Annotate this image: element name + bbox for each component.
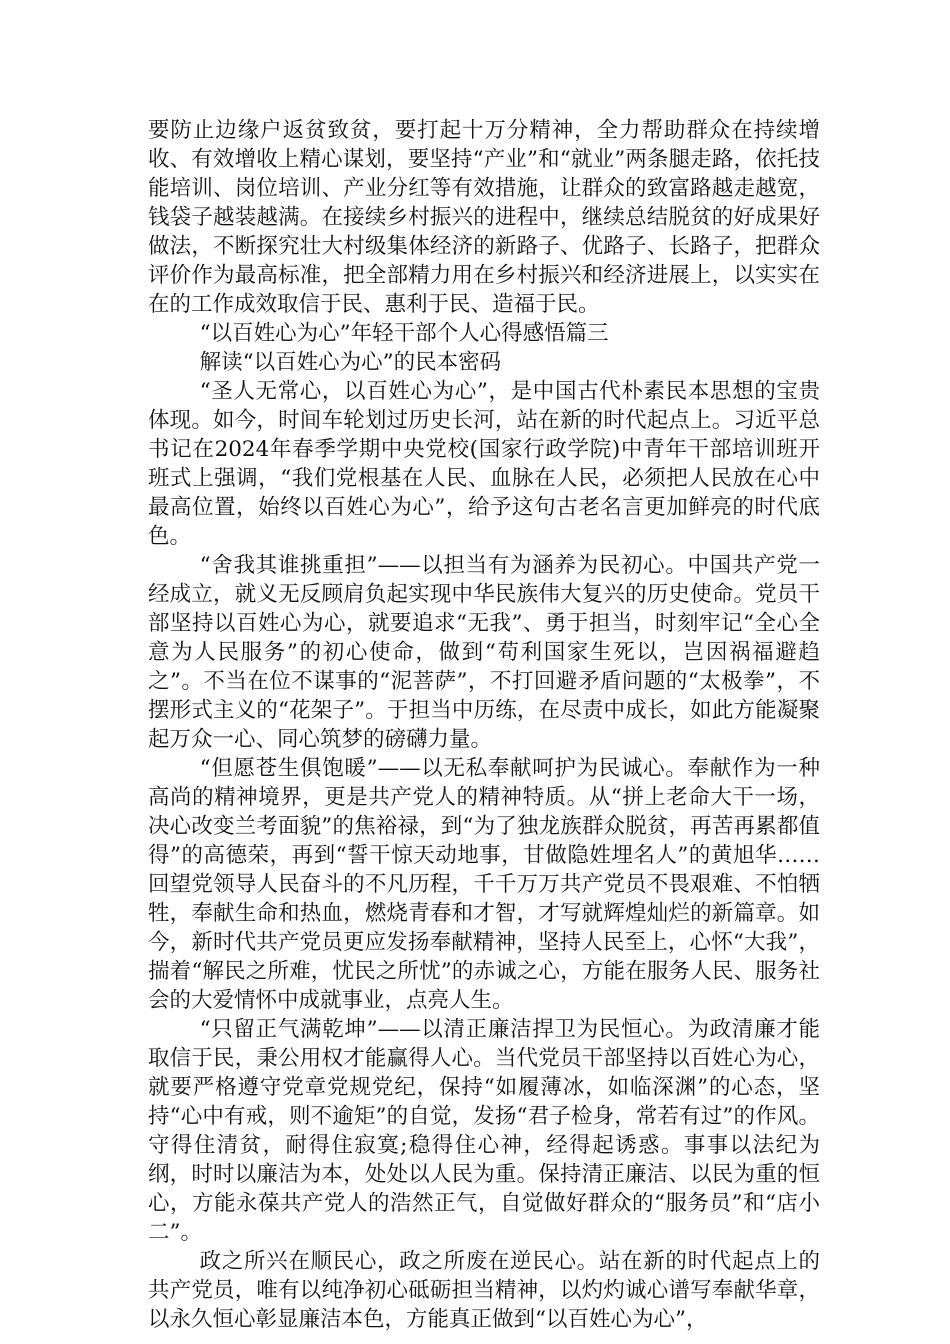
paragraph-responsibility: “舍我其谁挑重担”——以担当有为涵养为民初心。中国共产党一经成立，就义无反顾肩负起实现中华民族伟大复兴的历史使命。党员干部坚持以百姓心为心，就要追求“无我”、勇于担当，时刻牢记“全心全意为人民服务”的初心使命，做到“苟利国家生死以，岂因祸福避趋之”。不当在位不谋事的“泥菩萨”，不打回避矛盾问题的“太极拳”，不摆形式主义的“花架子”。于担当中历练，在尽责中成长，如此方能凝聚起万众一心、同心筑梦的磅礴力量。 [148, 553, 820, 752]
section-title: “以百姓心为心”年轻干部个人心得感悟篇三 [199, 321, 609, 346]
paragraph-opening: “圣人无常心，以百姓心为心”，是中国古代朴素民本思想的宝贵体现。如今，时间车轮划过历史长河，站在新的时代起点上。习近平总书记在2024年春季学期中央党校(国家行政学院)中青年干部培训班开班式上强调，“我们党根基在人民、血脉在人民，必须把人民放在心中最高位置，始终以百姓心为心”，给予这句古老名言更加鲜亮的时代底色。 [148, 379, 820, 549]
section-subtitle: 解读“以百姓心为心”的民本密码 [199, 350, 502, 375]
paragraph-dedication: “但愿苍生俱饱暖”——以无私奉献呵护为民诚心。奉献作为一种高尚的精神境界，更是共产党人的精神特质。从“拼上老命大干一场，决心改变兰考面貌”的焦裕禄，到“为了独龙族群众脱贫，再苦再累都值得”的高德荣，再到“誓干惊天动地事，甘做隐姓埋名人”的黄旭华……回望党领导人民奋斗的不凡历程，千千万万共产党员不畏艰难、不怕牺牲，奉献生命和热血，燃烧青春和才智，才写就辉煌灿烂的新篇章。如今，新时代共产党员更应发扬奉献精神，坚持人民至上，心怀“大我”，揣着“解民之所难，忧民之所忧”的赤诚之心，方能在服务人民、服务社会的大爱情怀中成就事业，点亮人生。 [148, 756, 820, 1013]
document-body [148, 116, 820, 1334]
paragraph-conclusion: 政之所兴在顺民心，政之所废在逆民心。站在新的时代起点上的共产党员，唯有以纯净初心砥砺担当精神，以灼灼诚心谱写奉献华章，以永久恒心彰显廉洁本色，方能真正做到“以百姓心为心”， [148, 1249, 820, 1332]
paragraph-intro: 要防止边缘户返贫致贫，要打起十万分精神，全力帮助群众在持续增收、有效增收上精心谋划，要坚持“产业”和“就业”两条腿走路，依托技能培训、岗位培训、产业分红等有效措施，让群众的致富路越走越宽，钱袋子越装越满。在接续乡村振兴的进程中，继续总结脱贫的好成果好做法，不断探究壮大村级集体经济的新路子、优路子、长路子，把群众评价作为最高标准，把全部精力用在乡村振兴和经济进展上，以实实在在的工作成效取信于民、惠利于民、造福于民。 [148, 118, 820, 317]
paragraph-integrity: “只留正气满乾坤”——以清正廉洁捍卫为民恒心。为政清廉才能取信于民，秉公用权才能赢得人心。当代党员干部坚持以百姓心为心，就要严格遵守党章党规党纪，保持“如履薄冰，如临深渊”的心态，坚持“心中有戒，则不逾矩”的自觉，发扬“君子检身，常若有过”的作风。守得住清贫，耐得住寂寞;稳得住心神，经得起诱惑。事事以法纪为纲，时时以廉洁为本，处处以人民为重。保持清正廉洁、以民为重的恒心，方能永葆共产党人的浩然正气，自觉做好群众的“服务员”和“店小二”。 [148, 1017, 820, 1245]
